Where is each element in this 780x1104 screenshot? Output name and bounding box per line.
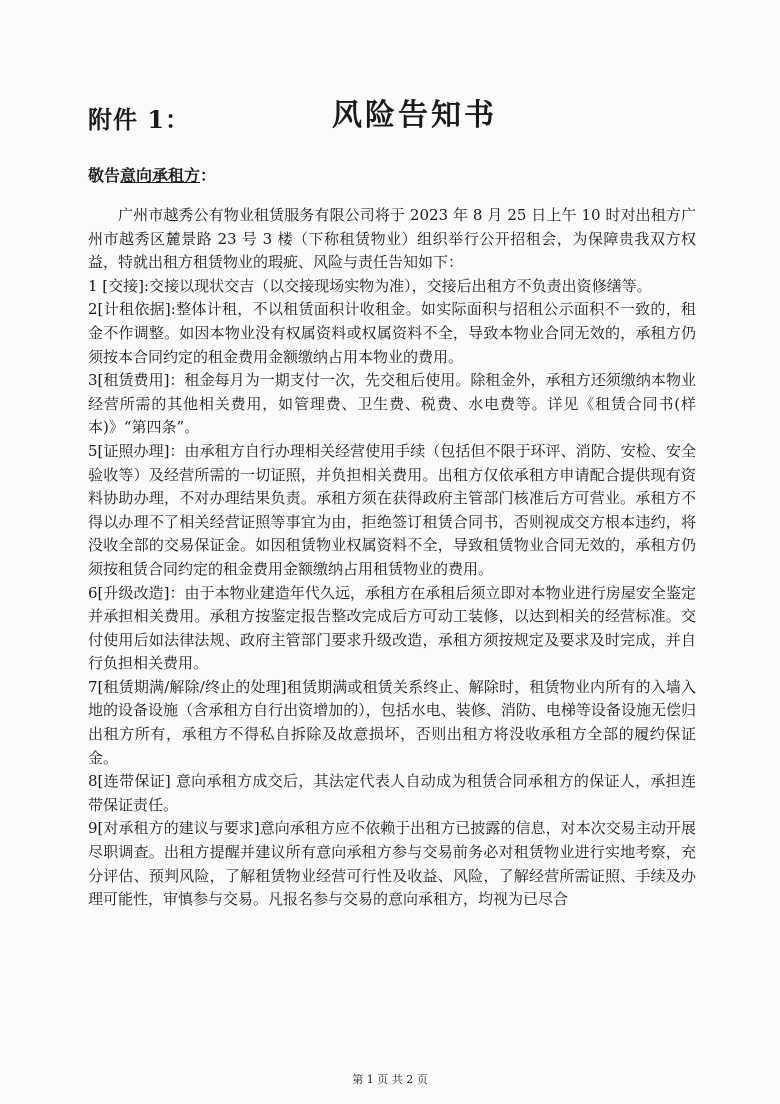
clause-9-recommendations: 9[对承租方的建议与要求]意向承租方应不依赖于出租方已披露的信息，对本次交易主动开展尽职调查。出租方提醒并建议所有意向承租方参与交易前务必对租赁物业进行实地考察，充分评估、预判风险，了解租赁物业经营可行性及收益、风险，了解经营所需证照、手续及办理可能性，审慎参与交易。凡报名参与交易的意向承租方，均视为已尽合: [88, 819, 696, 909]
clause-6-upgrade: 6[升级改造]：由于本物业建造年代久远，承租方在承租后须立即对本物业进行房屋安全鉴定并承担相关费用。承租方按鉴定报告整改完成后方可动工装修，以达到相关的经营标准。交付使用后如法律法规、政府主管部门要求升级改造，承租方须按规定及要求及时完成，并自行负担相关费用。: [88, 583, 696, 673]
clause-5-licenses: 5[证照办理]：由承租方自行办理相关经营使用手续（包括但不限于环评、消防、安检、安全验收等）及经营所需的一切证照，并负担相关费用。出租方仅依承租方申请配合提供现有资料协助办理，不对办理结果负责。承租方须在获得政府主管部门核准后方可营业。承租方不得以办理不了相关经营证照等事宜为由，拒绝签订租赁合同书，否则视成交方根本违约，将没收全部的交易保证金。如因租赁物业权属资料不全，导致租赁物业合同无效的，承租方仍须按租赁合同约定的租金费用金额缴纳占用租赁物业的费用。: [88, 441, 696, 578]
intro-paragraph: 广州市越秀公有物业租赁服务有限公司将于 2023 年 8 月 25 日上午 10 时对出租方广州市越秀区麓景路 23 号 3 楼（下称租赁物业）组织举行公开招租会，为保障贵我双方权益，特就出租方租赁物业的瑕疵、风险与责任告知如下：: [88, 206, 696, 272]
page-title: 风险告知书: [332, 98, 497, 133]
greeting-line: [88, 163, 216, 186]
greeting-prefix: 敬告: [88, 166, 121, 185]
document-body: [88, 204, 696, 912]
clause-3-rental-fees: 3[租赁费用]：租金每月为一期支付一次，先交租后使用。除租金外，承租方还须缴纳本物业经营所需的其他相关费用，如管理费、卫生费、税费、水电费等。详见《租赁合同书(样本)》“第四条”。: [88, 371, 696, 437]
clause-2-rent-basis: 2[计租依据]:整体计租，不以租赁面积计收租金。如实际面积与招租公示面积不一致的，租金不作调整。如因本物业没有权属资料或权属资料不全，导致本物业合同无效的，承租方仍须按本合同约定的租金费用金额缴纳占用本物业的费用。: [88, 300, 696, 366]
greeting-suffix: ：: [200, 166, 217, 185]
page-number-footer: 第 1 页 共 2 页: [352, 1073, 428, 1086]
greeting-target: 意向承租方: [120, 166, 201, 185]
clause-8-guarantee: 8[连带保证] 意向承租方成交后，其法定代表人自动成为租赁合同承租方的保证人，承担连带保证责任。: [88, 772, 696, 814]
clause-7-termination: 7[租赁期满/解除/终止的处理]租赁期满或租赁关系终止、解除时，租赁物业内所有的入墙入地的设备设施（含承租方自行出资增加的），包括水电、装修、消防、电梯等设备设施无偿归出租方所有，承租方不得私自拆除及故意损坏，否则出租方将没收承租方全部的履约保证金。: [88, 677, 696, 767]
clause-1-handover: 1 [交接]:交接以现状交吉（以交接现场实物为准），交接后出租方不负责出资修缮等。: [88, 276, 652, 295]
attachment-label: 附件 1：: [88, 105, 191, 134]
